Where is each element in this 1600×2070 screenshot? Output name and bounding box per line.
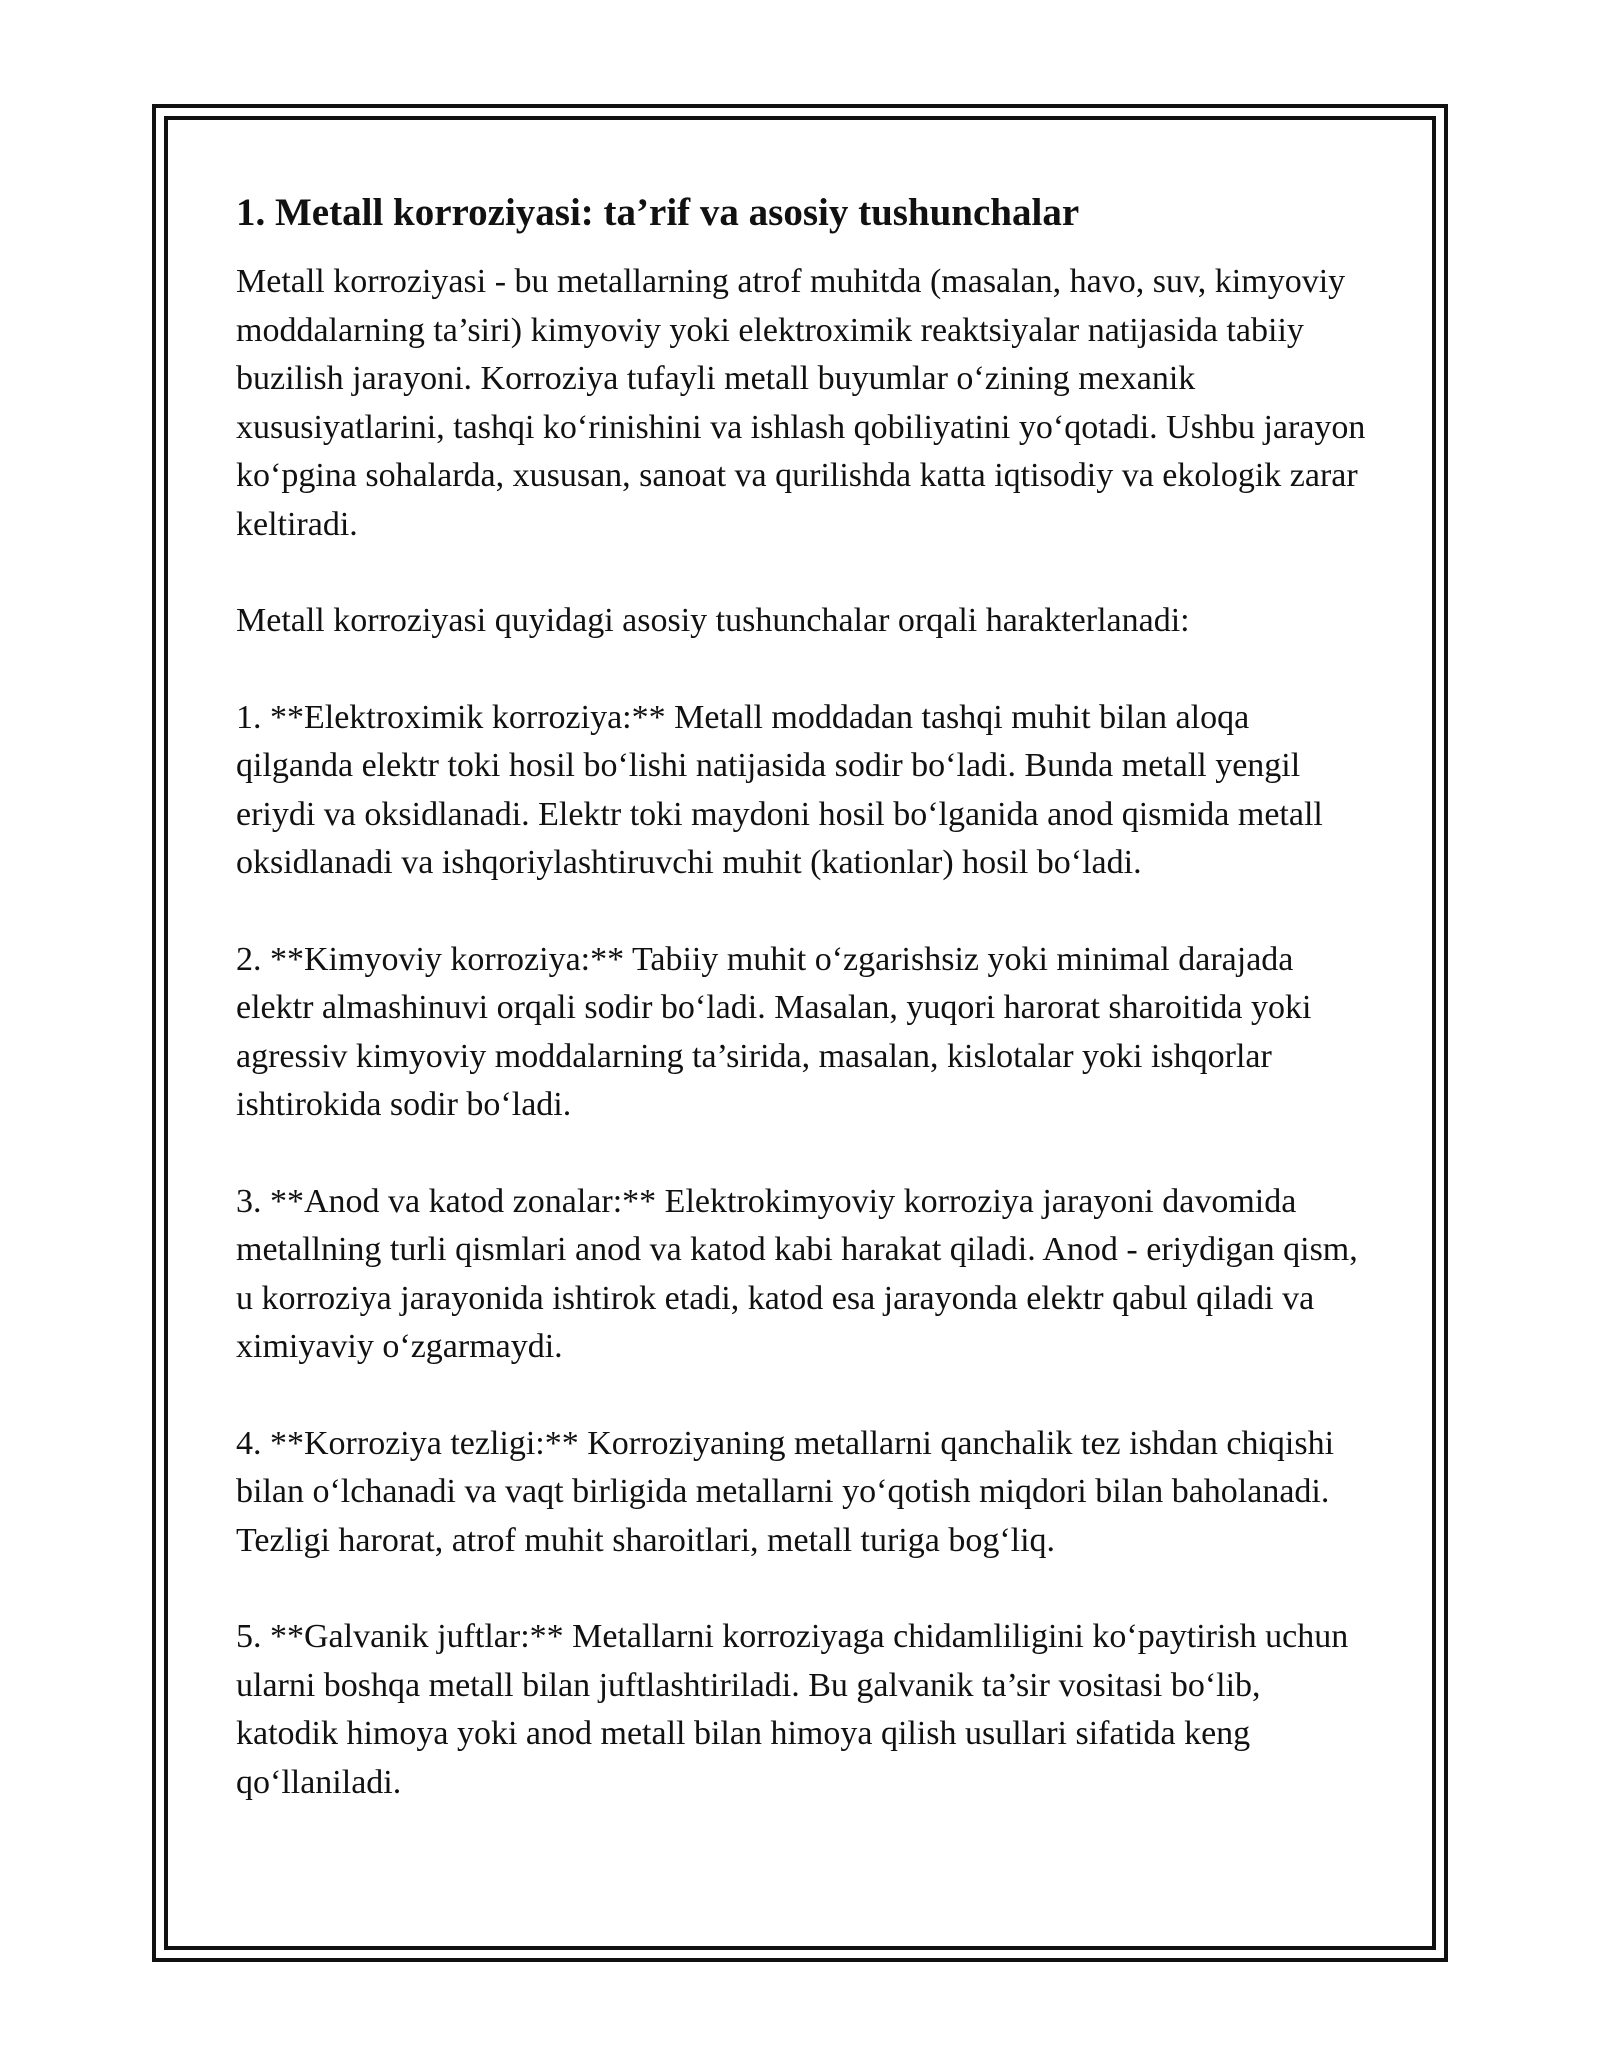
document-content xyxy=(236,188,1366,1855)
section-heading: 1. Metall korroziyasi: ta’rif va asosiy tushunchalar xyxy=(236,191,1080,234)
concept-galvanic-pairs-paragraph: 5. **Galvanik juftlar:** Metallarni korroziyaga chidamliligini ko‘paytirish uchun ularni boshqa metall bilan juftlashtiriladi. Bu galvanik ta’sir vositasi bo‘lib, katodik himoya yoki anod metall bilan himoya qilish usullari sifatida keng qo‘llaniladi. xyxy=(236,1618,1349,1801)
concept-anode-cathode-paragraph: 3. **Anod va katod zonalar:** Elektrokimyoviy korroziya jarayoni davomida metallning turli qismlari anod va katod kabi harakat qiladi. Anod - eriydigan qism, u korroziya jarayonida ishtirok etadi, katod esa jarayonda elektr qabul qiladi va ximiyaviy o‘zgarmaydi. xyxy=(236,1182,1358,1365)
concept-chemical-paragraph: 2. **Kimyoviy korroziya:** Tabiiy muhit o‘zgarishsiz yoki minimal darajada elektr almashinuvi orqali sodir bo‘ladi. Masalan, yuqori harorat sharoitida yoki agressiv kimyoviy moddalarning ta’sirida, masalan, kislotalar yoki ishqorlar ishtirokida sodir bo‘ladi. xyxy=(236,940,1312,1123)
concept-corrosion-rate-paragraph: 4. **Korroziya tezligi:** Korroziyaning metallarni qanchalik tez ishdan chiqishi bilan o‘lchanadi va vaqt birligida metallarni yo‘qotish miqdori bilan baholanadi. Tezligi harorat, atrof muhit sharoitlari, metall turiga bog‘liq. xyxy=(236,1424,1335,1559)
intro-paragraph: Metall korroziyasi - bu metallarning atrof muhitda (masalan, havo, suv, kimyoviy moddalarning ta’siri) kimyoviy yoki elektroximik reaktsiyalar natijasida tabiiy buzilish jarayoni. Korroziya tufayli metall buyumlar o‘zining mexanik xususiyatlarini, tashqi ko‘rinishini va ishlash qobiliyatini yo‘qotadi. Ushbu jarayon ko‘pgina sohalarda, xususan, sanoat va qurilishda katta iqtisodiy va ekologik zarar keltiradi. xyxy=(236,263,1366,543)
concepts-intro-paragraph: Metall korroziyasi quyidagi asosiy tushunchalar orqali harakterlanadi: xyxy=(236,602,1190,639)
concept-electrochemical-paragraph: 1. **Elektroximik korroziya:** Metall moddadan tashqi muhit bilan aloqa qilganda elektr toki hosil bo‘lishi natijasida sodir bo‘ladi. Bunda metall yengil eriydi va oksidlanadi. Elektr toki maydoni hosil bo‘lganida anod qismida metall oksidlanadi va ishqoriylashtiruvchi muhit (kationlar) hosil bo‘ladi. xyxy=(236,698,1323,881)
